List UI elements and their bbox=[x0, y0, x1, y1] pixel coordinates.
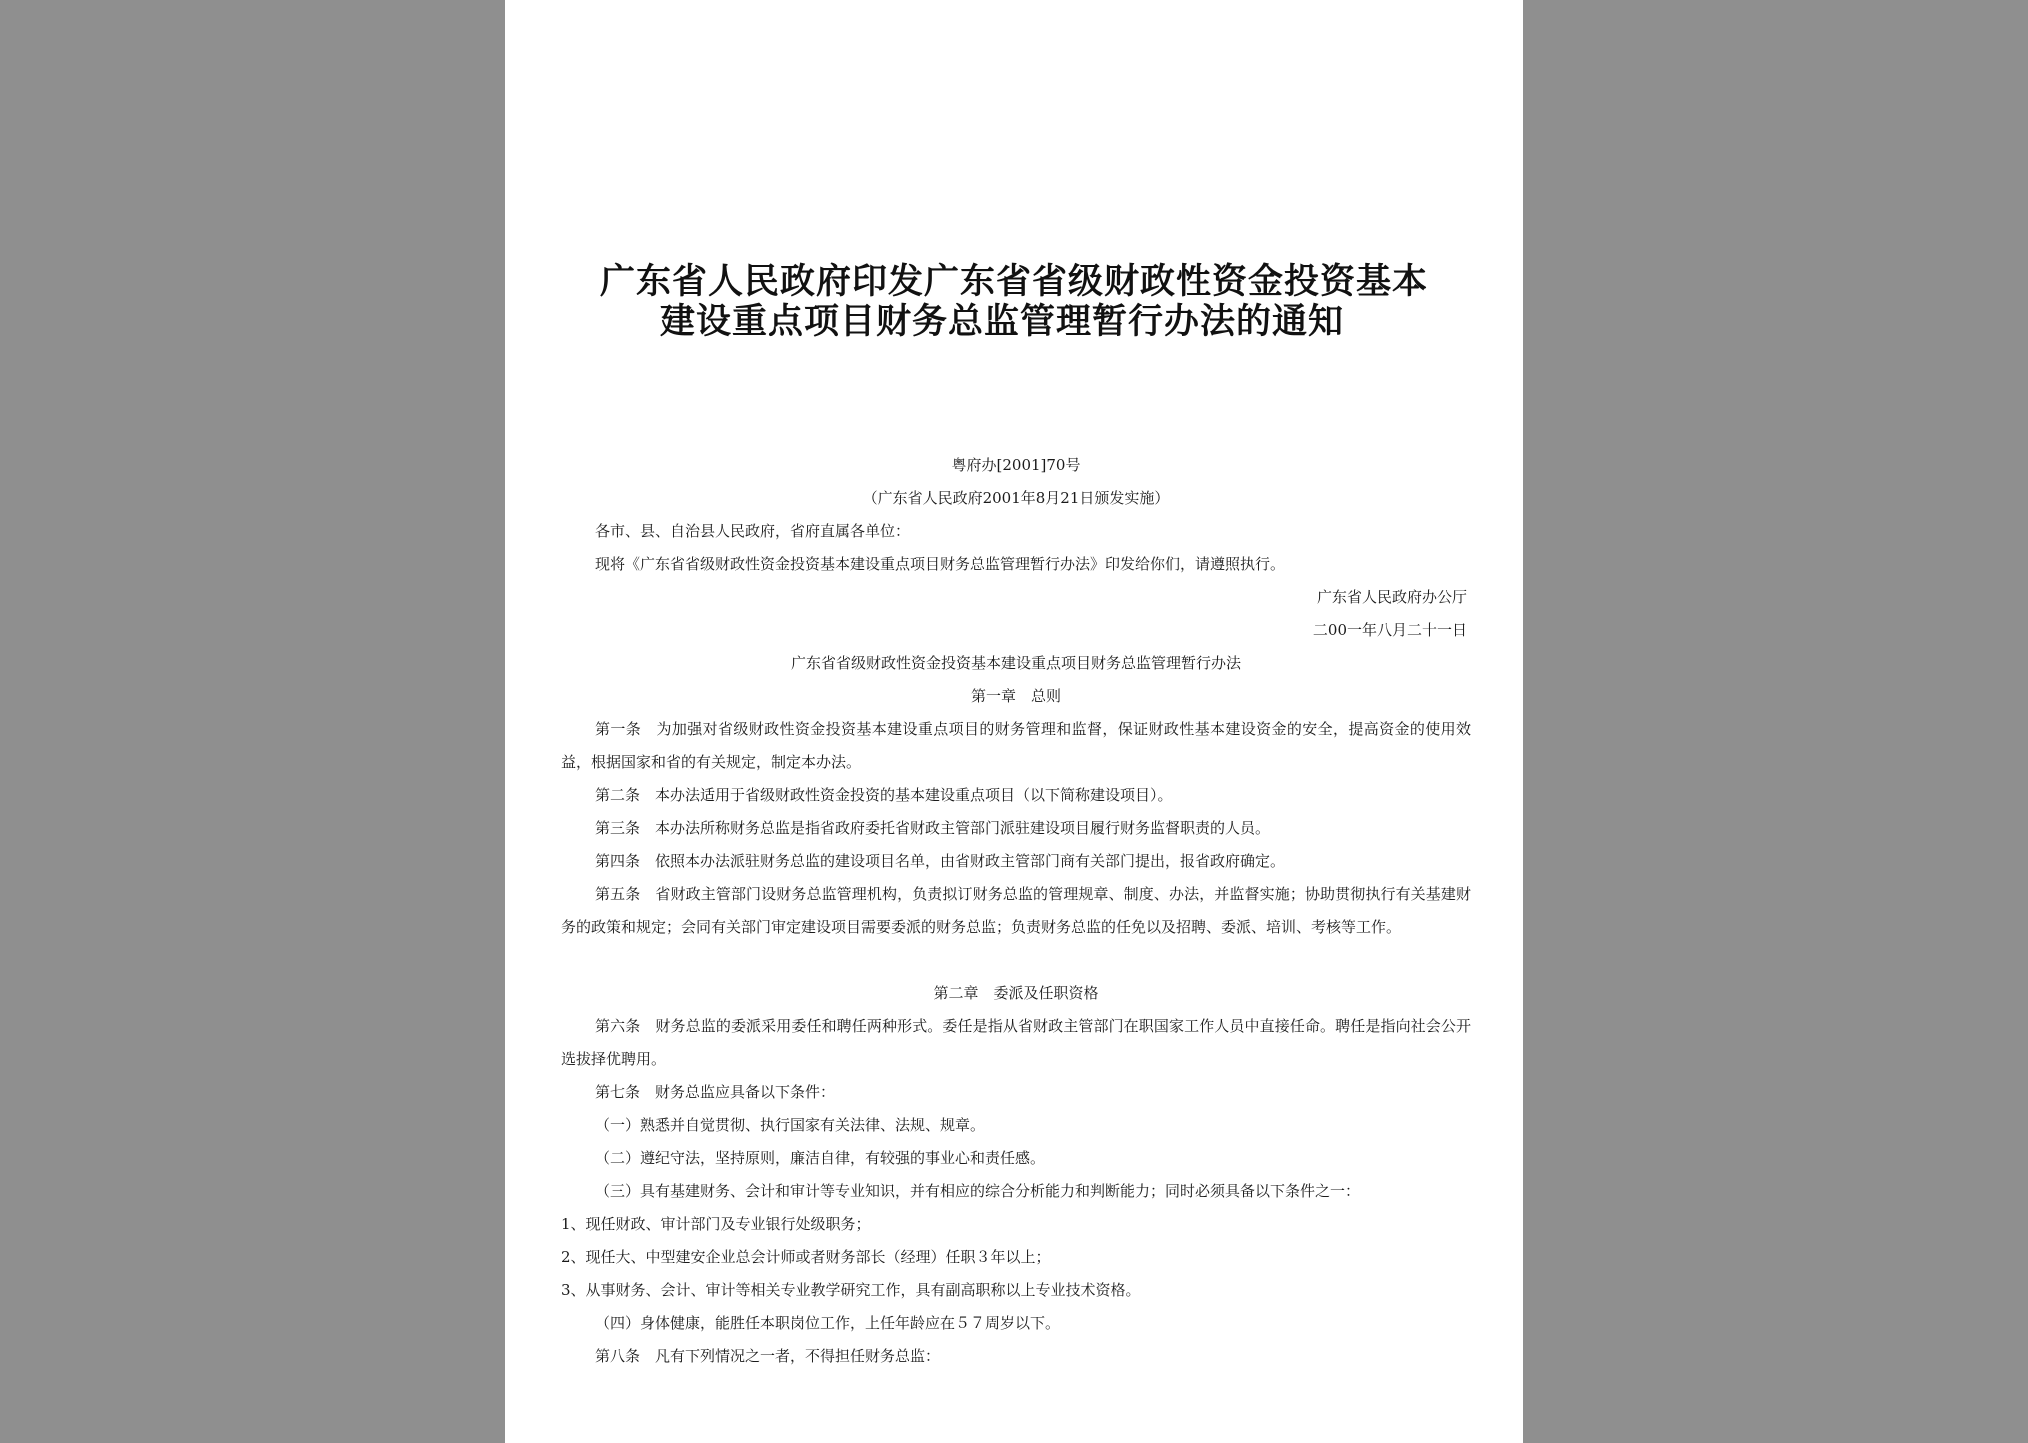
condition-item: （三）具有基建财务、会计和审计等专业知识，并有相应的综合分析能力和判断能力；同时必须具备以下条件之一： bbox=[595, 1182, 1361, 1200]
condition-subitem: 2、现任大、中型建安企业总会计师或者财务部长（经理）任职３年以上； bbox=[561, 1248, 1051, 1266]
article-3: 第三条 本办法所称财务总监是指省政府委托省财政主管部门派驻建设项目履行财务监督职责的人员。 bbox=[595, 819, 1271, 837]
title-line-1: 广东省人民政府印发广东省省级财政性资金投资基本 bbox=[600, 262, 1429, 302]
article-2: 第二条 本办法适用于省级财政性资金投资的基本建设重点项目（以下简称建设项目）。 bbox=[595, 786, 1173, 804]
article-1: 第一条 为加强对省级财政性资金投资基本建设重点项目的财务管理和监督，保证财政性基本建设资金的安全，提高资金的使用效益，根据国家和省的有关规定，制定本办法。 bbox=[561, 720, 1471, 771]
chapter-heading: 第一章 总则 bbox=[970, 687, 1061, 705]
article-4: 第四条 依照本办法派驻财务总监的建设项目名单，由省财政主管部门商有关部门提出，报省政府确定。 bbox=[595, 852, 1286, 870]
chapter-heading: 第二章 委派及任职资格 bbox=[933, 984, 1099, 1002]
article-6: 第六条 财务总监的委派采用委任和聘任两种形式。委任是指从省财政主管部门在职国家工作人员中直接任命。聘任是指向社会公开选拔择优聘用。 bbox=[561, 1017, 1471, 1068]
condition-item: （二）遵纪守法，坚持原则，廉洁自律，有较强的事业心和责任感。 bbox=[595, 1149, 1046, 1167]
article-8: 第八条 凡有下列情况之一者，不得担任财务总监： bbox=[595, 1347, 941, 1365]
title-line-2: 建设重点项目财务总监管理暂行办法的通知 bbox=[660, 302, 1345, 342]
condition-subitem: 1、现任财政、审计部门及专业银行处级职务； bbox=[561, 1215, 871, 1233]
condition-subitem: 3、从事财务、会计、审计等相关专业教学研究工作，具有副高职称以上专业技术资格。 bbox=[561, 1281, 1141, 1299]
article-5: 第五条 省财政主管部门设财务总监管理机构，负责拟订财务总监的管理规章、制度、办法，并监督实施；协助贯彻执行有关基建财务的政策和规定；会同有关部门审定建设项目需要委派的财务总监；负责财务总监的任免以及招聘、委派、培训、考核等工作。 bbox=[561, 885, 1471, 936]
notice-body: 现将《广东省省级财政性资金投资基本建设重点项目财务总监管理暂行办法》印发给你们，请遵照执行。 bbox=[595, 555, 1286, 573]
condition-item: （四）身体健康，能胜任本职岗位工作，上任年龄应在５７周岁以下。 bbox=[595, 1314, 1061, 1332]
signature-org: 广东省人民政府办公厅 bbox=[1316, 588, 1467, 606]
issued-note: （广东省人民政府2001年8月21日颁发实施） bbox=[862, 489, 1170, 507]
condition-item: （一）熟悉并自觉贯彻、执行国家有关法律、法规、规章。 bbox=[595, 1116, 986, 1134]
salutation: 各市、县、自治县人民政府，省府直属各单位： bbox=[595, 522, 911, 540]
document-title bbox=[600, 262, 1460, 342]
signature-date: 二00一年八月二十一日 bbox=[1312, 621, 1467, 639]
document-number: 粤府办[2001]70号 bbox=[951, 456, 1081, 474]
article-7: 第七条 财务总监应具备以下条件： bbox=[595, 1083, 836, 1101]
measures-title: 广东省省级财政性资金投资基本建设重点项目财务总监管理暂行办法 bbox=[790, 654, 1241, 672]
document-page bbox=[505, 0, 1523, 1443]
